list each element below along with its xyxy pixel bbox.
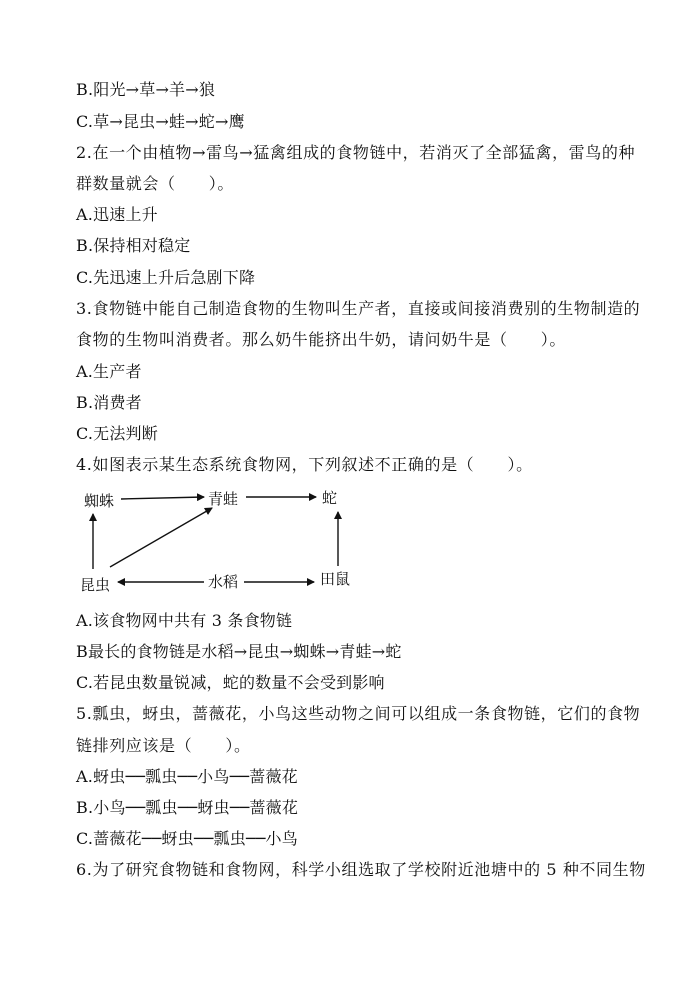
question-5-line-2: 链排列应该是（ ）。 [76,736,251,755]
option-2b: B.保持相对稳定 [76,236,191,255]
question-2-line-2: 群数量就会（ ）。 [76,174,235,193]
option-1b: B.阳光→草→羊→狼 [76,80,216,99]
option-4a: A.该食物网中共有 3 条食物链 [76,611,293,630]
question-3-line-2: 食物的生物叫消费者。那么奶牛能挤出牛奶，请问奶牛是（ ）。 [76,330,567,349]
question-3-line-1: 3.食物链中能自己制造食物的生物叫生产者，直接或间接消费别的生物制造的 [76,299,641,318]
arrow-insect-frog [110,508,212,567]
node-spider: 蜘蛛 [84,492,115,510]
question-6-line-1: 6.为了研究食物链和食物网，科学小组选取了学校附近池塘中的 5 种不同生物 [76,860,646,879]
food-web-diagram [76,484,366,596]
option-5a: A.蚜虫──瓢虫──小鸟──蔷薇花 [76,767,298,786]
option-4b: B最长的食物链是水稻→昆虫→蜘蛛→青蛙→蛇 [76,642,402,661]
question-2-line-1: 2.在一个由植物→雷鸟→猛禽组成的食物链中，若消灭了全部猛禽，雷鸟的种 [76,143,636,162]
option-3b: B.消费者 [76,393,142,412]
node-frog: 青蛙 [208,490,239,508]
option-2c: C.先迅速上升后急剧下降 [76,268,256,287]
option-2a: A.迅速上升 [76,205,158,224]
option-4c: C.若昆虫数量锐减，蛇的数量不会受到影响 [76,673,385,692]
option-5b: B.小鸟──瓢虫──蚜虫──蔷薇花 [76,798,299,817]
option-3c: C.无法判断 [76,424,158,443]
option-5c: C.蔷薇花──蚜虫──瓢虫──小鸟 [76,829,298,848]
node-mouse: 田鼠 [320,570,351,588]
question-5-line-1: 5.瓢虫，蚜虫，蔷薇花，小鸟这些动物之间可以组成一条食物链，它们的食物 [76,704,641,723]
node-insect: 昆虫 [80,576,111,594]
arrow-spider-frog [121,497,204,499]
option-3a: A.生产者 [76,362,142,381]
question-4-line-1: 4.如图表示某生态系统食物网，下列叙述不正确的是（ ）。 [76,455,533,474]
node-snake: 蛇 [322,489,338,507]
option-1c: C.草→昆虫→蛙→蛇→鹰 [76,112,245,131]
node-rice: 水稻 [208,573,239,591]
